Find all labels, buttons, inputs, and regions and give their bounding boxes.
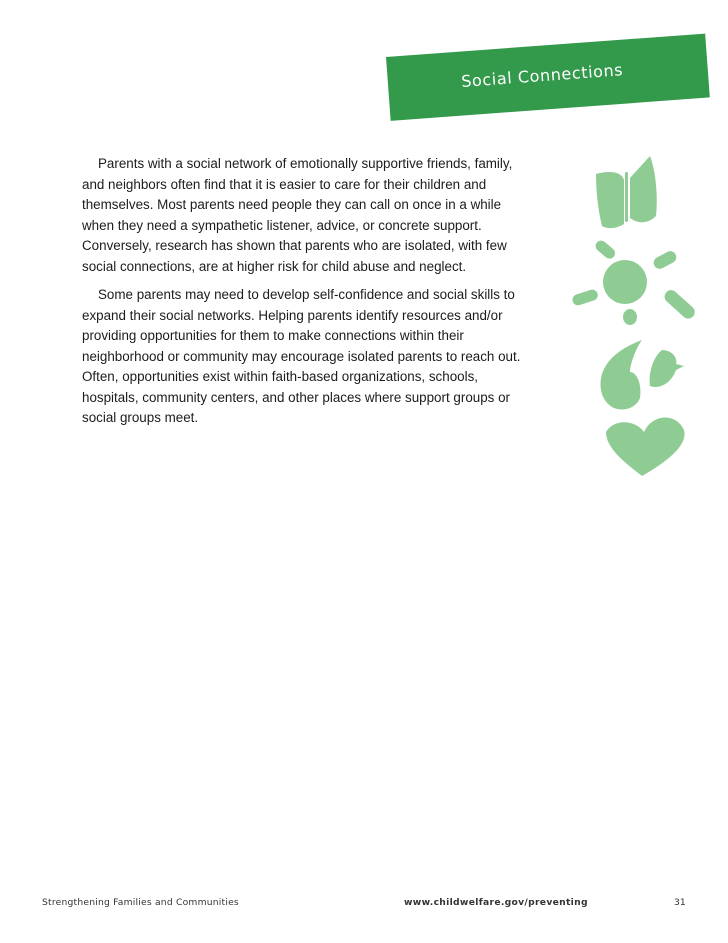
page-number: 31 xyxy=(674,897,686,908)
paragraph-1: Parents with a social network of emotionally supportive friends, family, and neighbors often find that it is easier to care for their children and themselves. Most parents need people they can call on once in a while when they need a sympathetic listener, advice, or concrete support. Conversely, research has shown that parents who are isolated, with few social connections, are at higher risk for child abuse and neglect. xyxy=(82,156,513,274)
footer-url-link[interactable]: www.childwelfare.gov/preventing xyxy=(404,897,588,908)
heart-icon xyxy=(606,417,685,476)
section-title: Social Connections xyxy=(460,60,624,91)
decorative-illustration xyxy=(570,150,710,480)
body-text xyxy=(82,154,522,437)
butterfly-icon xyxy=(596,156,657,228)
paragraph-2: Some parents may need to develop self-confidence and social skills to expand their social networks. Helping parents identify resources and/or providing opportunities for them to make connections within their neighborhood or community may encourage isolated parents to reach out. Often, opportunities exist within faith-based organizations, schools, hospitals, community centers, and other places where support groups or social groups meet. xyxy=(82,287,521,425)
bird-icon xyxy=(601,340,685,410)
footer-publication: Strengthening Families and Communities xyxy=(42,897,239,908)
sun-icon xyxy=(571,238,697,325)
